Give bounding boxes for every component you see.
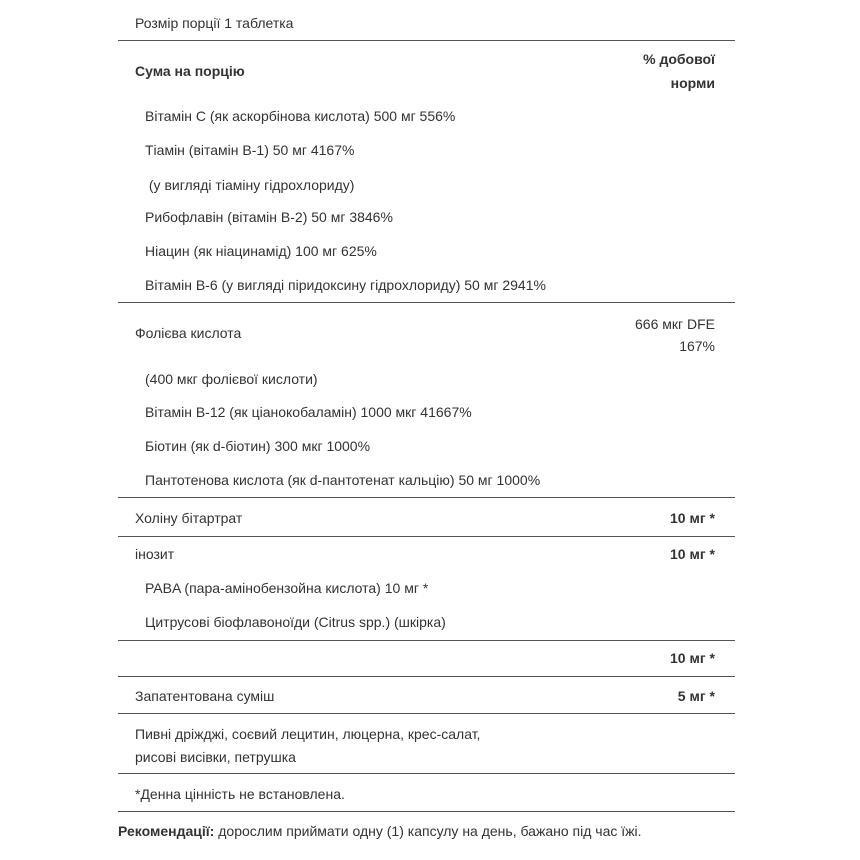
choline-amount: 10 мг *	[670, 510, 715, 526]
nutrient-folic-acid-form: (400 мкг фолієвої кислоти)	[145, 371, 318, 387]
divider	[118, 773, 735, 774]
nutrient-thiamin-form: (у вигляді тіаміну гідрохлориду)	[145, 177, 355, 193]
nutrient-pantothenic-acid: Пантотенова кислота (як d-пантотенат кальцію) 50 мг 1000%	[145, 472, 541, 488]
nutrient-vitamin-c: Вітамін C (як аскорбінова кислота) 500 мг 556%	[145, 108, 456, 124]
inositol-amount: 10 мг *	[670, 546, 715, 562]
divider	[118, 713, 735, 714]
recommendation-label: Рекомендації:	[118, 823, 215, 839]
daily-value-header-line2: норми	[670, 75, 715, 91]
divider	[118, 497, 735, 498]
nutrient-niacin: Ніацин (як ніацинамід) 100 мг 625%	[145, 243, 377, 259]
nutrient-biotin: Біотин (як d-біотин) 300 мкг 1000%	[145, 438, 371, 454]
nutrient-thiamin: Тіамін (вітамін B-1) 50 мг 4167%	[145, 142, 355, 158]
amount-per-serving-header: Сума на порцію	[135, 63, 245, 79]
folic-acid-amount: 666 мкг DFE	[635, 316, 715, 332]
nutrient-citrus-bioflavonoids: Цитрусові біофлавоноїди (Citrus spp.) (шкірка)	[145, 614, 446, 630]
daily-value-header-line1: % добової	[643, 51, 715, 67]
citrus-bioflavonoids-amount: 10 мг *	[670, 650, 715, 666]
nutrient-folic-acid: Фолієва кислота	[135, 325, 242, 341]
divider	[118, 536, 735, 537]
nutrient-riboflavin: Рибофлавін (вітамін B-2) 50 мг 3846%	[145, 209, 393, 225]
divider	[118, 676, 735, 677]
proprietary-blend: Запатентована суміш	[135, 688, 275, 704]
footnote: *Денна цінність не встановлена.	[135, 786, 345, 802]
nutrient-vitamin-b6: Вітамін B-6 (у вигляді піридоксину гідрохлориду) 50 мг 2941%	[145, 277, 546, 293]
proprietary-blend-amount: 5 мг *	[677, 688, 715, 704]
folic-acid-percent: 167%	[679, 338, 715, 354]
blend-ingredients-line1: Пивні дріжджі, соєвий лецитин, люцерна, крес-салат,	[135, 726, 481, 742]
recommendation-text: дорослим приймати одну (1) капсулу на день, бажано під час їжі.	[214, 823, 642, 839]
blend-ingredients-line2: рисові висівки, петрушка	[135, 749, 296, 765]
nutrient-choline: Холіну бітартрат	[135, 510, 243, 526]
nutrient-inositol: інозит	[135, 546, 175, 562]
divider	[118, 811, 735, 812]
serving-size: Розмір порції 1 таблетка	[135, 15, 294, 31]
divider	[118, 40, 735, 41]
nutrient-paba: PABA (пара-амінобензойна кислота) 10 мг *	[145, 580, 429, 596]
recommendation	[118, 819, 642, 843]
divider	[118, 302, 735, 303]
nutrient-vitamin-b12: Вітамін B-12 (як ціанокобаламін) 1000 мкг 41667%	[145, 404, 472, 420]
divider	[118, 640, 735, 641]
